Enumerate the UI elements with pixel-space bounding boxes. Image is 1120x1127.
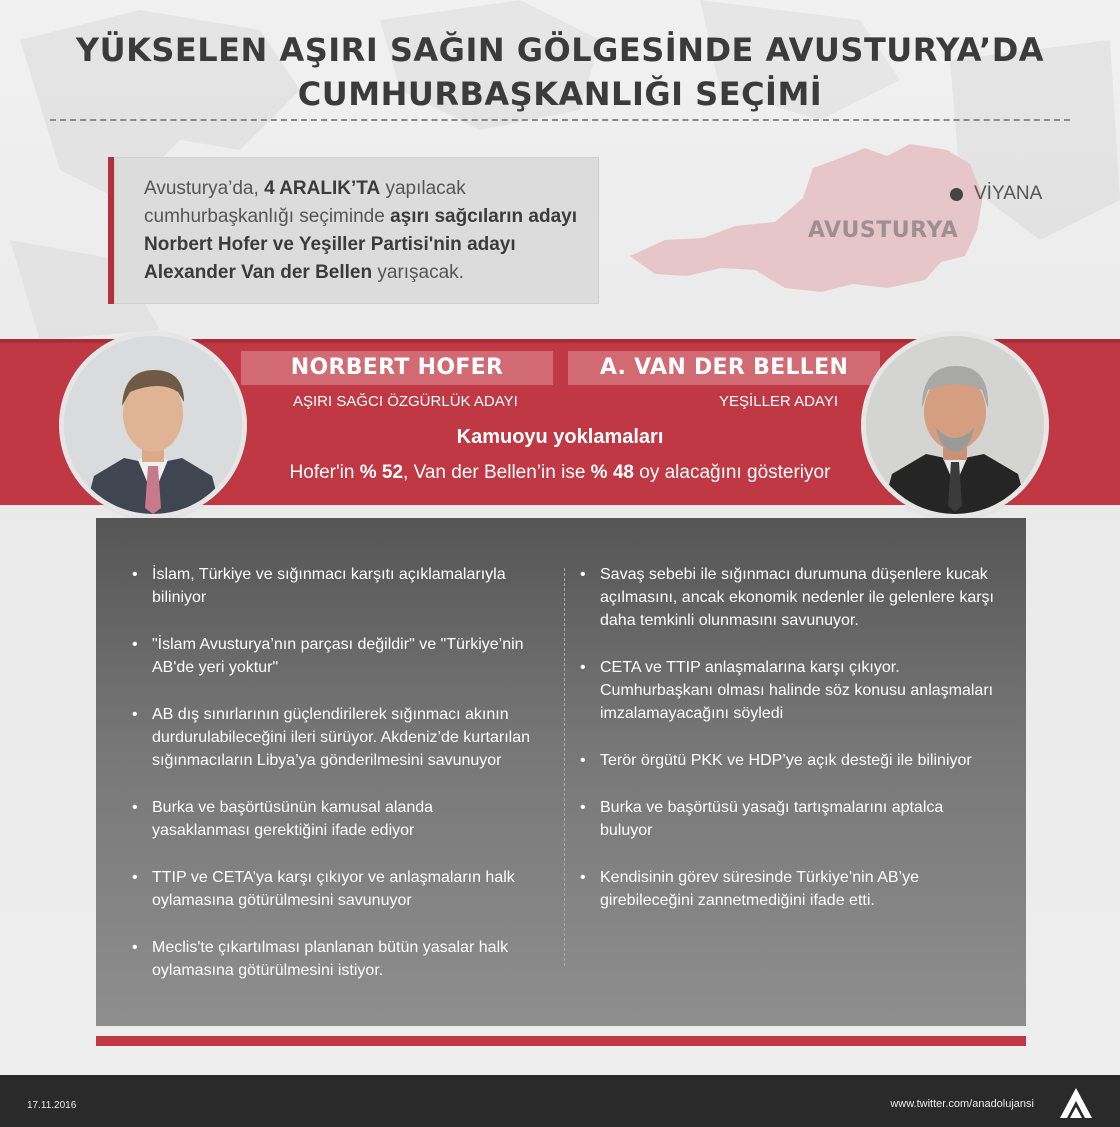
poll-title: Kamuoyu yoklamaları [456,426,664,448]
footer-date: 17.11.2016 [27,1100,77,1111]
list-item: • "İslam Avusturya’nın parçası değildir" ve "Türkiye’nin AB'de yeri yoktur" [130,633,530,679]
list-item: • Savaş sebebi ile sığınmacı durumuna düşenlere kucak açılmasını, ancak ekonomik nedenler ile gelenlere karşı daha temkinli olunmasını savunuyor. [578,563,998,632]
title-divider [50,119,1070,121]
intro-part-3: yarışacak. [372,262,464,283]
intro-bold: aşırı sağcıların adayı Norbert Hofer ve Yeşiller Partisi'nin adayı Alexander Van der Bellen [144,206,578,283]
bellen-portrait [866,336,1044,514]
bellen-party: YEŞİLLER ADAYI [719,393,838,410]
list-item: • Burka ve başörtüsü yasağı tartışmalarını aptalca buluyor [578,796,998,842]
vienna-marker [950,188,963,201]
country-label: AVUSTURYA [808,218,959,243]
capital-label: VİYANA [974,183,1043,204]
list-item: • Meclis'te çıkartılması planlanan bütün yasalar halk oylamasına götürülmesini istiyor. [130,936,530,982]
list-item: • AB dış sınırlarının güçlendirilerek sığınmacı akının durdurulabileceğini ileri sürüyor. Akdeniz’de kurtarılan sığınmacıların Libya’ya gönderilmesini savunuyor [130,703,530,772]
list-item: • CETA ve TTIP anlaşmalarına karşı çıkıyor. Cumhurbaşkanı olması halinde söz konusu anlaşmaları imzalamayacağını söyledi [578,656,998,725]
hofer-party: AŞIRI SAĞCI ÖZGÜRLÜK ADAYI [293,393,518,410]
hofer-name: NORBERT HOFER [241,351,553,385]
bellen-points-list [578,563,998,936]
bellen-percentage: % 48 [590,462,634,483]
anadolu-agency-logo [1058,1086,1094,1120]
list-item: • Terör örgütü PKK ve HDP’ye açık desteği ile biliniyor [578,749,998,772]
poll-text-3: oy alacağını gösteriyor [633,462,831,483]
bellen-name: A. VAN DER BELLEN [568,351,880,385]
title-line-1: YÜKSELEN AŞIRI SAĞIN GÖLGESİNDE AVUSTURYA’DA [75,31,1045,69]
hofer-photo [64,336,242,514]
list-item: • Kendisinin görev süresinde Türkiye’nin AB’ye girebileceğini zannetmediğini ifade etti. [578,866,998,912]
intro-box [108,157,599,304]
title-line-2: CUMHURBAŞKANLIĞI SEÇİMİ [297,75,823,113]
intro-date: 4 ARALIK’TA [264,178,381,199]
twitter-link[interactable]: www.twitter.com/anadolujansi [890,1098,1034,1110]
bellen-photo [866,336,1044,514]
hofer-portrait [64,336,242,514]
list-item: • İslam, Türkiye ve sığınmacı karşıtı açıklamalarıyla biliniyor [130,563,530,609]
hofer-percentage: % 52 [359,462,404,483]
hofer-points-list [130,563,530,1006]
bottom-accent-bar [96,1036,1026,1046]
page-title [0,28,1120,116]
intro-part-1: Avusturya’da, [144,178,265,199]
column-divider [564,568,565,966]
poll-text-1: Hofer'in [289,462,360,483]
list-item: • TTIP ve CETA’ya karşı çıkıyor ve anlaşmaların halk oylamasına götürülmesini savunuyor [130,866,530,912]
list-item: • Burka ve başörtüsünün kamusal alanda yasaklanması gerektiğini ifade ediyor [130,796,530,842]
poll-text-2: , Van der Bellen’in ise [403,462,591,483]
intro-text [144,175,584,287]
intro-part-2: yapılacak cumhurbaşkanlığı seçiminde [144,178,466,227]
